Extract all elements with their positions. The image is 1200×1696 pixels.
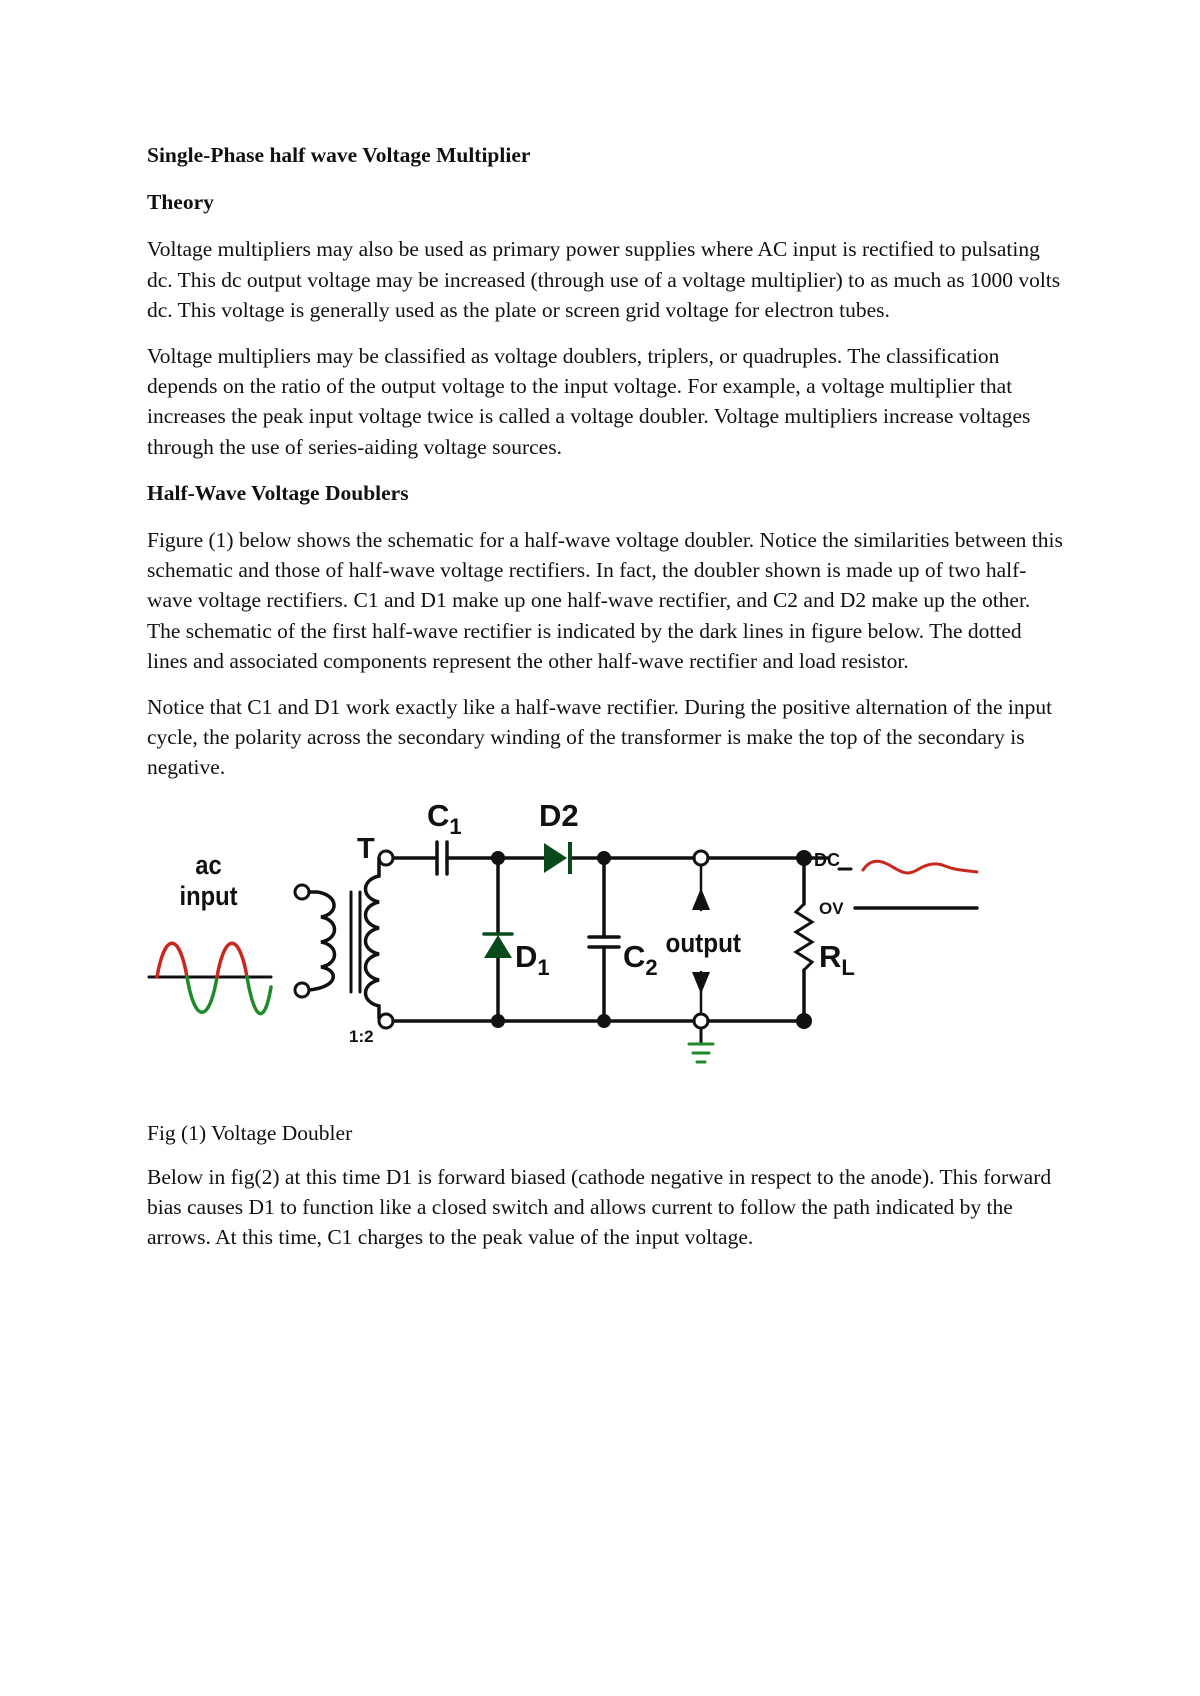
node-d1-bottom [491, 1014, 505, 1028]
node-d1-top [491, 851, 505, 865]
output-terminal-top [694, 851, 708, 865]
doublers-heading: Half-Wave Voltage Doublers [147, 480, 409, 505]
closing-paragraph: Below in fig(2) at this time D1 is forward biased (cathode negative in respect to the anode). This forward bias causes D1 to function like a closed switch and allows current to follow the path indicated by the arrows. At this time, C1 charges to the peak value of the input voltage. [147, 1164, 1052, 1250]
input-wave-negative-2 [247, 977, 271, 1014]
input-wave-positive-1 [157, 943, 187, 977]
output-arrow-up-head [692, 888, 710, 910]
d2-label: D2 [539, 797, 579, 833]
theory-paragraph-1: Voltage multipliers may also be used as primary power supplies where AC input is rectified to pulsating dc. This dc output voltage may be increased (through use of a voltage multiplier) to as much as 1000 volts dc. This voltage is generally used as the plate or screen grid voltage for electron tubes. [147, 237, 1061, 322]
turns-ratio-label: 1:2 [349, 1026, 374, 1046]
schematic-svg [139, 792, 1059, 1110]
document-title: Single-Phase half wave Voltage Multiplier [147, 143, 531, 167]
d2-diode-triangle [544, 843, 567, 873]
output-terminal-bottom [694, 1014, 708, 1028]
d1-label: $D_1$ [515, 938, 550, 980]
dc-ripple-trace [863, 861, 977, 873]
ac-label: ac [195, 850, 222, 881]
output-arrow-down-head [692, 972, 710, 994]
secondary-winding [366, 858, 380, 1018]
node-c2-top [597, 851, 611, 865]
dc-label: DC [814, 849, 840, 870]
doublers-paragraph-1: Figure (1) below shows the schematic for a half-wave voltage doubler. Notice the similarities between this schematic and those of half-wave voltage rectifiers. In fact, the doubler shown is made up of two half-wave voltage rectifiers. C1 and D1 make up one half-wave rectifier, and C2 and D2 make up the other. The schematic of the first half-wave rectifier is indicated by the dark lines in figure below. The dotted lines and associated components represent the other half-wave rectifier and load resistor. [147, 528, 1063, 673]
output-label: output [665, 928, 742, 958]
input-label: input [179, 881, 238, 912]
primary-winding [309, 892, 335, 990]
node-rl-bottom [796, 1013, 812, 1029]
input-wave-positive-2 [217, 943, 247, 977]
node-c2-bottom [597, 1014, 611, 1028]
figure-caption: Fig (1) Voltage Doubler [147, 1120, 353, 1145]
theory-heading: Theory [147, 190, 214, 215]
rl-zigzag [796, 904, 812, 970]
transformer-label: T [357, 832, 375, 865]
voltage-doubler-schematic [139, 792, 1059, 1110]
secondary-terminal-bottom [379, 1014, 393, 1028]
primary-terminal-bottom [295, 983, 309, 997]
rl-label: $R_L$ [819, 938, 855, 980]
d1-diode-triangle [484, 935, 512, 958]
input-wave-negative-1 [187, 977, 217, 1012]
secondary-terminal-top [379, 851, 393, 865]
theory-paragraph-2: Voltage multipliers may be classified as voltage doublers, triplers, or quadruples. The classification depends on the ratio of the output voltage to the input voltage. For example, a voltage multiplier that increases the peak input voltage twice is called a voltage doubler. Voltage multipliers increase voltages through the use of series-aiding voltage sources. [147, 344, 1031, 459]
node-rl-top [796, 850, 812, 866]
primary-terminal-top [295, 885, 309, 899]
c2-label: $C_2$ [623, 938, 658, 980]
document-page [147, 140, 1067, 1268]
doublers-paragraph-2: Notice that C1 and D1 work exactly like a half-wave rectifier. During the positive alternation of the input cycle, the polarity across the secondary winding of the transformer is make the top of the secondary is negative. [147, 695, 1053, 780]
ov-label: OV [819, 898, 844, 918]
c1-label: $C_1$ [427, 797, 462, 839]
